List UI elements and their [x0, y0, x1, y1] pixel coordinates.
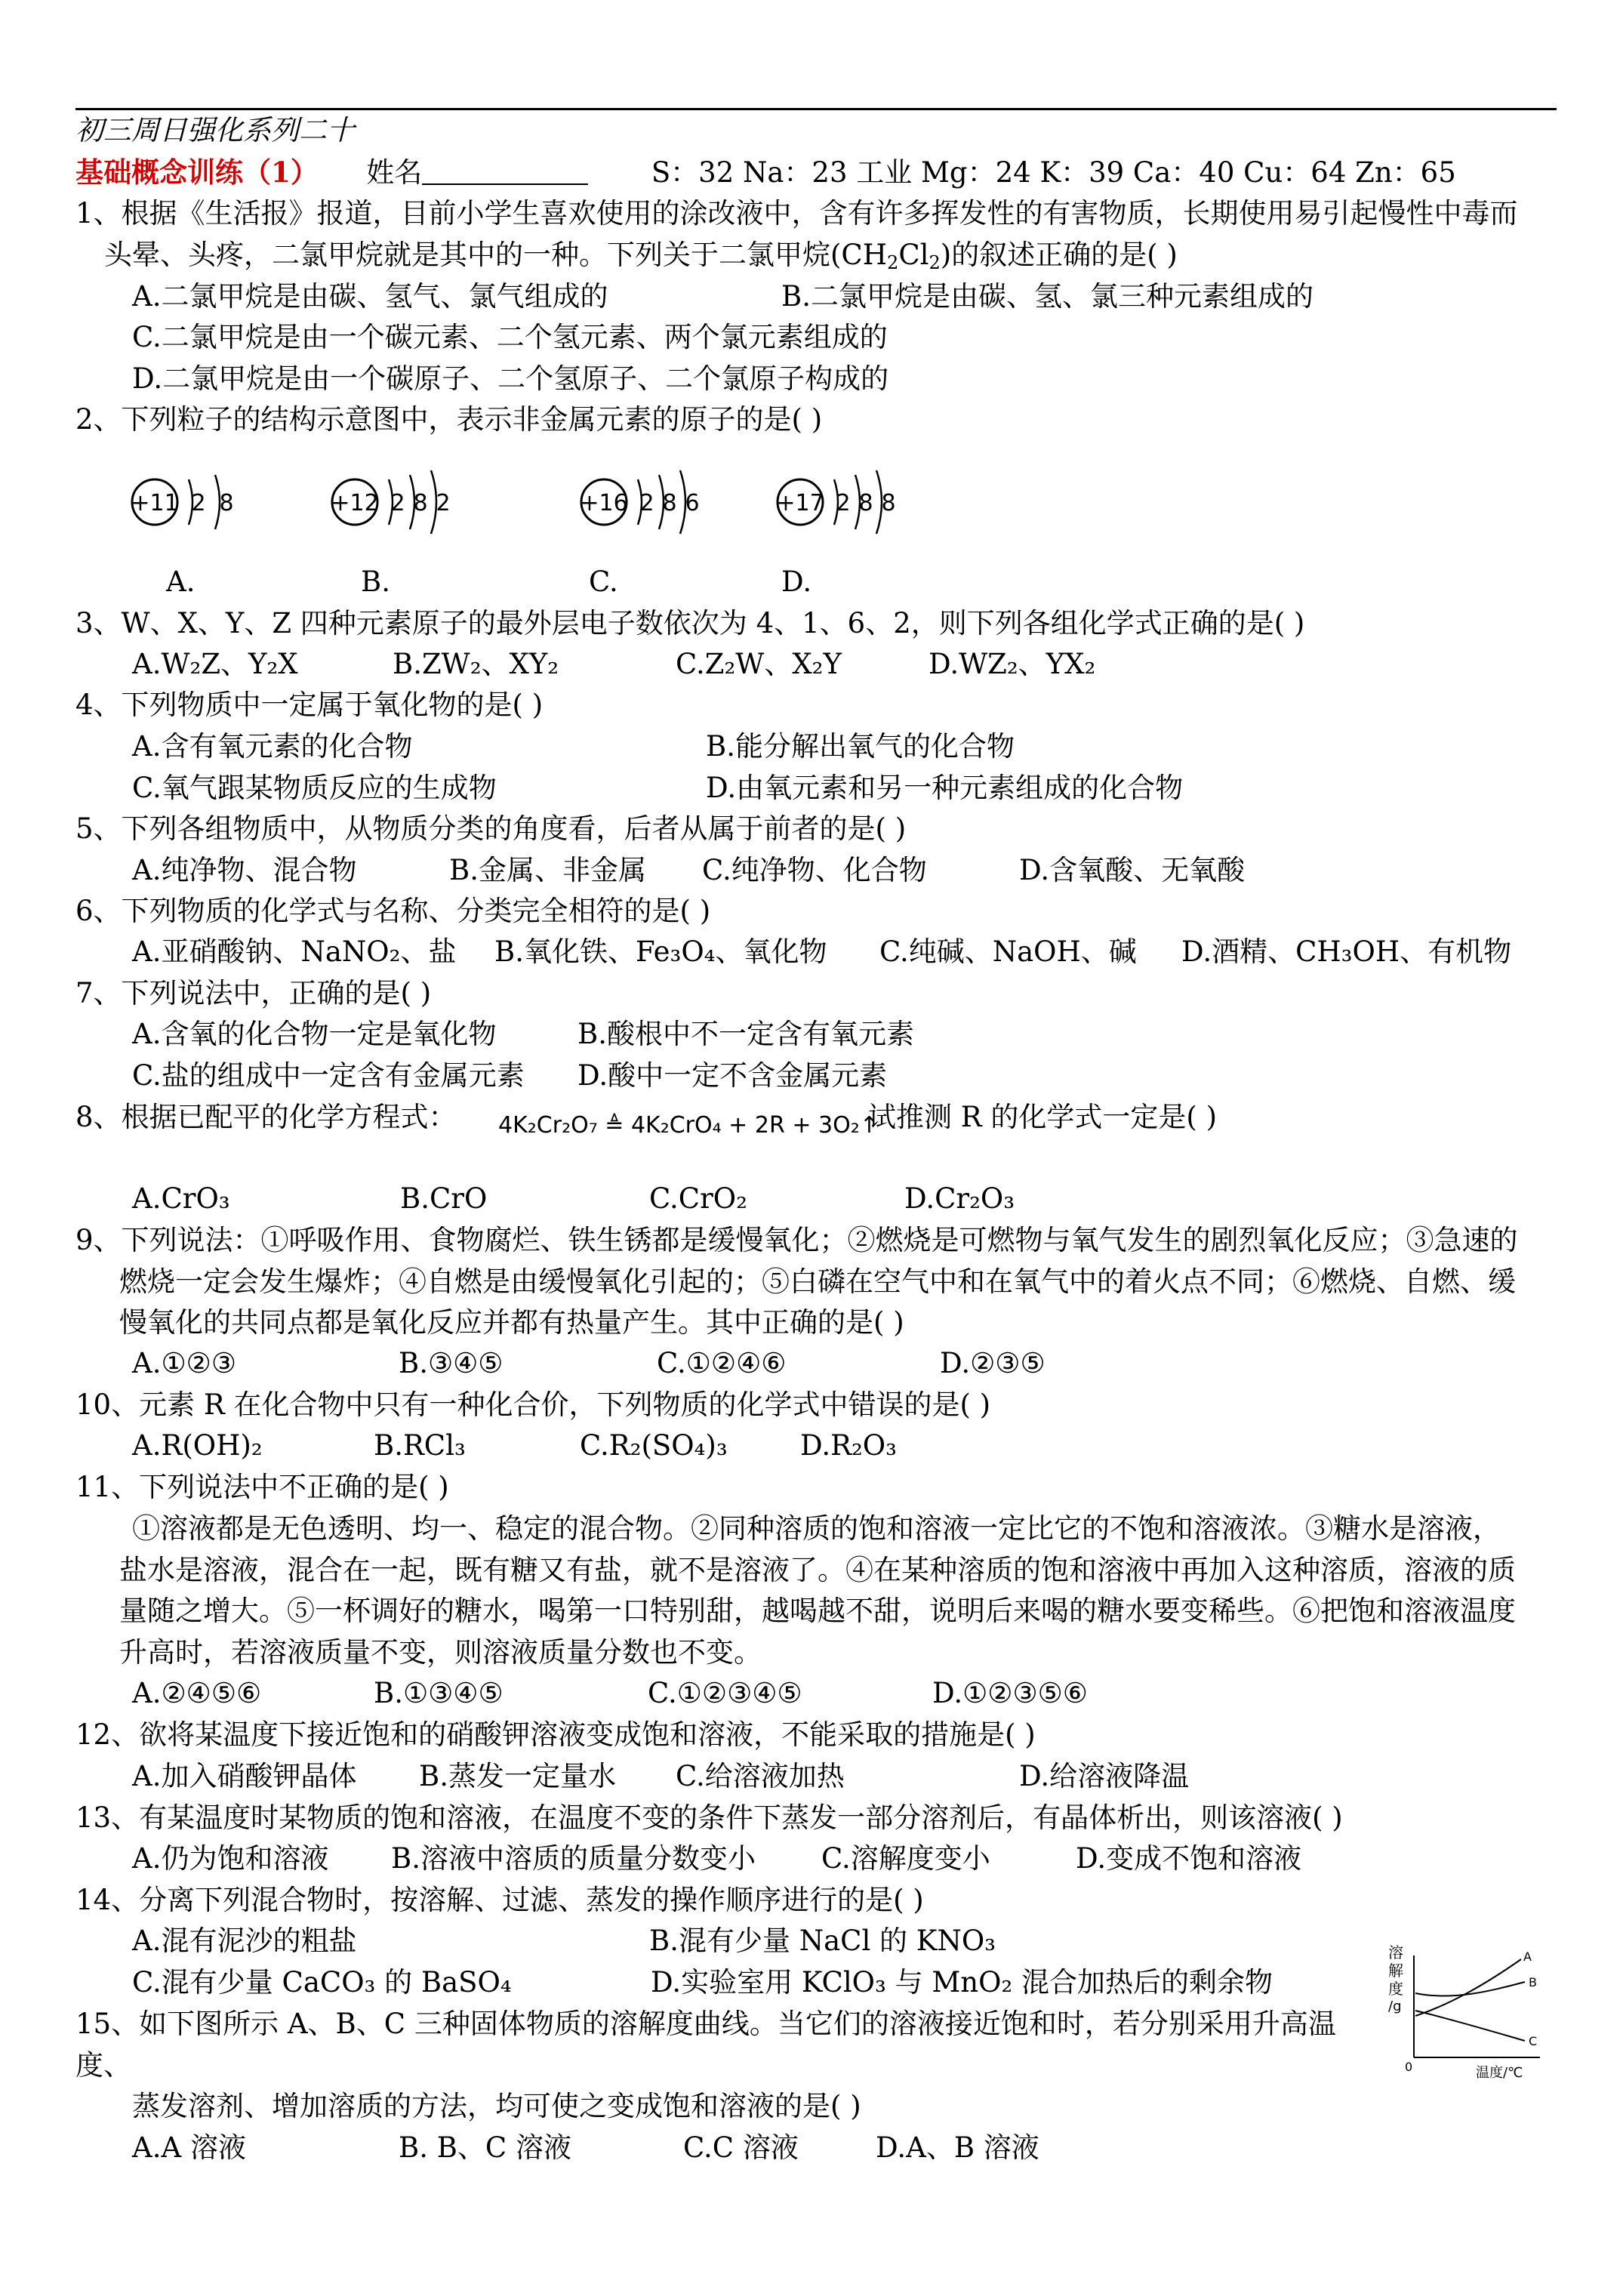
q4-option-c: C.氧气跟某物质反应的生成物: [132, 772, 497, 804]
q3-option-d: D.WZ₂、YX₂: [929, 648, 1096, 680]
q7-option-b: B.酸根中不一定含有氧元素: [577, 1018, 914, 1050]
q15-option-c: C.C 溶液: [683, 2131, 799, 2164]
nucleus-charge: +16: [580, 490, 628, 516]
q12-stem: 12、欲将某温度下接近饱和的硝酸钾溶液变成饱和溶液，不能采取的措施是( ): [75, 1718, 1036, 1751]
q7-option-d: D.酸中一定不含金属元素: [577, 1059, 888, 1092]
shell-count: 8: [413, 490, 428, 516]
atom-diagram-a: [131, 475, 233, 529]
q10-option-c: C.R₂(SO₄)₃: [580, 1429, 728, 1462]
origin-label: 0: [1405, 2060, 1413, 2074]
q6-option-d: D.酒精、CH₃OH、有机物: [1181, 935, 1512, 968]
name-label: 姓名: [366, 156, 423, 189]
atomic-masses: S：32 Na：23 工业 Mg：24 K：39 Ca：40 Cu：64 Zn：65: [651, 156, 1456, 189]
q2-label-d: D.: [781, 566, 812, 598]
q6-option-b: B.氧化铁、Fe₃O₄、氧化物: [494, 935, 827, 968]
atom-structure-diagrams: [121, 464, 951, 547]
q3-option-c: C.Z₂W、X₂Y: [676, 648, 842, 680]
shell-count: 2: [639, 490, 654, 516]
q11-line-2: 盐水是溶液，混合在一起，既有糖又有盐，就不是溶液了。④在某种溶质的饱和溶液中再加入这种溶质，溶液的质: [119, 1554, 1516, 1586]
q7-option-c: C.盐的组成中一定含有金属元素: [132, 1059, 525, 1092]
shell-count: 6: [685, 490, 700, 516]
q11-option-b: B.①③④⑤: [374, 1677, 504, 1709]
q15-option-d: D.A、B 溶液: [876, 2131, 1039, 2164]
q4-stem: 4、下列物质中一定属于氧化物的是( ): [75, 689, 544, 721]
q8-option-c: C.CrO₂: [649, 1182, 747, 1215]
q8-option-a: A.CrO₃: [132, 1182, 230, 1215]
section-title: 基础概念训练（1）: [75, 156, 319, 189]
q8-stem-tail: 试推测 R 的化学式一定是( ): [868, 1101, 1218, 1133]
q8-option-d: D.Cr₂O₃: [904, 1182, 1015, 1215]
q14-stem: 14、分离下列混合物时，按溶解、过滤、蒸发的操作顺序进行的是( ): [75, 1884, 924, 1916]
q14-option-b: B.混有少量 NaCl 的 KNO₃: [649, 1925, 996, 1957]
q5-option-d: D.含氧酸、无氧酸: [1019, 854, 1246, 886]
q14-option-a: A.混有泥沙的粗盐: [132, 1925, 357, 1957]
q9-option-c: C.①②④⑥: [657, 1347, 787, 1379]
q9-option-d: D.②③⑤: [940, 1347, 1046, 1379]
shell-count: 8: [858, 490, 873, 516]
q10-option-b: B.RCl₃: [374, 1429, 466, 1462]
nucleus-charge: +11: [131, 490, 179, 516]
q4-option-d: D.由氧元素和另一种元素组成的化合物: [706, 772, 1184, 804]
atom-diagram-d: [776, 470, 895, 534]
q11-line-4: 升高时，若溶液质量不变，则溶液质量分数也不变。: [119, 1636, 762, 1669]
q12-option-b: B.蒸发一定量水: [419, 1760, 616, 1792]
q13-option-a: A.仍为饱和溶液: [132, 1842, 329, 1875]
q1-stem-2: 头晕、头疼，二氯甲烷就是其中的一种。下列关于二氯甲烷$(CH_2Cl_2)$的叙述正确的是( ): [104, 239, 1178, 273]
shell-count: 2: [390, 490, 405, 516]
q2-label-a: A.: [166, 566, 196, 598]
q15-option-b: B. B、C 溶液: [399, 2131, 571, 2164]
shell-count: 8: [219, 490, 234, 516]
q9-line-3: 慢氧化的共同点都是氧化反应并都有热量产生。其中正确的是( ): [119, 1306, 904, 1339]
shell-count: 2: [191, 490, 206, 516]
shell-count: 8: [662, 490, 677, 516]
q11-stem: 11、下列说法中不正确的是( ): [75, 1471, 449, 1503]
q7-option-a: A.含氧的化合物一定是氧化物: [132, 1018, 497, 1050]
q11-option-d: D.①②③⑤⑥: [932, 1677, 1088, 1709]
y-axis-unit: /g: [1388, 1999, 1402, 2014]
q12-option-c: C.给溶液加热: [676, 1760, 845, 1792]
q3-stem: 3、W、X、Y、Z 四种元素原子的最外层电子数依次为 4、1、6、2，则下列各组化学式正确的是( ): [75, 607, 1305, 639]
y-axis-label: 溶: [1388, 1944, 1403, 1962]
curve-label-b: B: [1529, 1975, 1537, 1989]
q1-option-c: C.二氯甲烷是由一个碳元素、二个氢元素、两个氯元素组成的: [132, 321, 888, 353]
q12-option-a: A.加入硝酸钾晶体: [132, 1760, 357, 1792]
q11-line-3: 量随之增大。⑤一杯调好的糖水，喝第一口特别甜，越喝越不甜，说明后来喝的糖水要变稀些。⑥把饱和溶液温度: [119, 1595, 1516, 1627]
q4-option-b: B.能分解出氧气的化合物: [706, 730, 1015, 763]
q15-line-2: 度、: [75, 2049, 131, 2082]
q5-option-b: B.金属、非金属: [449, 854, 646, 886]
curve-label-c: C: [1529, 2034, 1538, 2048]
q15-line-1: 15、如下图所示 A、B、C 三种固体物质的溶解度曲线。当它们的溶液接近饱和时，若分别采用升高温: [75, 2008, 1336, 2040]
q6-option-c: C.纯碱、NaOH、碱: [879, 935, 1137, 968]
q2-label-c: C.: [589, 566, 618, 598]
q8-equation: 4K₂Cr₂O₇ ≜ 4K₂CrO₄ + 2R + 3O₂↑: [498, 1112, 879, 1139]
curve-b: [1415, 1982, 1525, 1996]
q5-stem: 5、下列各组物质中，从物质分类的角度看，后者从属于前者的是( ): [75, 812, 907, 845]
curve-c: [1415, 2011, 1525, 2041]
x-axis-label: 温度/℃: [1476, 2065, 1523, 2080]
q13-stem: 13、有某温度时某物质的饱和溶液，在温度不变的条件下蒸发一部分溶剂后，有晶体析出，则该溶液( ): [75, 1801, 1343, 1834]
q12-option-d: D.给溶液降温: [1019, 1760, 1190, 1792]
q6-stem: 6、下列物质的化学式与名称、分类完全相符的是( ): [75, 895, 711, 927]
q6-option-a: A.亚硝酸钠、NaNO₂、盐: [132, 935, 457, 968]
q1-option-b: B.二氯甲烷是由碳、氢、氯三种元素组成的: [781, 280, 1313, 313]
q10-stem: 10、元素 R 在化合物中只有一种化合价，下列物质的化学式中错误的是( ): [75, 1388, 991, 1421]
solubility-curve-graph: [1385, 1944, 1555, 2080]
y-axis-label: 度: [1388, 1980, 1403, 1998]
header-rule: [75, 108, 1557, 110]
q10-option-d: D.R₂O₃: [800, 1429, 897, 1462]
q4-option-a: A.含有氧元素的化合物: [132, 730, 413, 763]
q14-option-c: C.混有少量 CaCO₃ 的 BaSO₄: [132, 1966, 512, 1999]
q10-option-a: A.R(OH)₂: [132, 1429, 263, 1462]
q13-option-c: C.溶解度变小: [821, 1842, 990, 1875]
q3-option-b: B.ZW₂、XY₂: [393, 648, 559, 680]
q13-option-b: B.溶液中溶质的质量分数变小: [391, 1842, 756, 1875]
q9-option-a: A.①②③: [132, 1347, 236, 1379]
atom-diagram-b: [331, 470, 450, 534]
q15-option-a: A.A 溶液: [132, 2131, 246, 2164]
q8-option-b: B.CrO: [400, 1182, 488, 1215]
q11-option-c: C.①②③④⑤: [648, 1677, 802, 1709]
shell-count: 2: [436, 490, 451, 516]
q1-option-a: A.二氯甲烷是由碳、氢气、氯气组成的: [132, 280, 608, 313]
curve-label-a: A: [1523, 1949, 1532, 1964]
q5-option-c: C.纯净物、化合物: [702, 854, 927, 886]
q9-line-2: 燃烧一定会发生爆炸；④自燃是由缓慢氧化引起的；⑤白磷在空气中和在氧气中的着火点不同；⑥燃烧、自燃、缓: [119, 1265, 1516, 1298]
name-blank[interactable]: [422, 158, 588, 185]
series-title: 初三周日强化系列二十: [75, 114, 355, 146]
q1-stem-1: 1、根据《生活报》报道，目前小学生喜欢使用的涂改液中，含有许多挥发性的有害物质，长期使用易引起慢性中毒而: [75, 197, 1518, 230]
shell-count: 8: [881, 490, 896, 516]
q2-label-b: B.: [361, 566, 390, 598]
q7-stem: 7、下列说法中，正确的是( ): [75, 977, 432, 1009]
atom-diagram-c: [580, 470, 699, 534]
shell-count: 2: [836, 490, 851, 516]
q2-stem: 2、下列粒子的结构示意图中，表示非金属元素的原子的是( ): [75, 403, 823, 436]
q9-line-1: 9、下列说法：①呼吸作用、食物腐烂、铁生锈都是缓慢氧化；②燃烧是可燃物与氧气发生的剧烈氧化反应；③急速的: [75, 1224, 1518, 1256]
q3-option-a: A.W₂Z、Y₂X: [132, 648, 298, 680]
q9-option-b: B.③④⑤: [399, 1347, 504, 1379]
header-line: [75, 155, 1456, 190]
nucleus-charge: +17: [776, 490, 824, 516]
nucleus-charge: +12: [331, 490, 379, 516]
q1-option-d: D.二氯甲烷是由一个碳原子、二个氢原子、二个氯原子构成的: [132, 362, 889, 395]
q11-line-1: ①溶液都是无色透明、均一、稳定的混合物。②同种溶质的饱和溶液一定比它的不饱和溶液浓。③糖水是溶液，: [132, 1512, 1501, 1545]
q13-option-d: D.变成不饱和溶液: [1076, 1842, 1302, 1875]
y-axis-label: 解: [1388, 1962, 1403, 1980]
q8-stem: 8、根据已配平的化学方程式：: [75, 1101, 457, 1133]
q11-option-a: A.②④⑤⑥: [132, 1677, 262, 1709]
q5-option-a: A.纯净物、混合物: [132, 854, 357, 886]
q14-option-d: D.实验室用 KClO₃ 与 MnO₂ 混合加热后的剩余物: [651, 1966, 1273, 1999]
q15-line-3: 蒸发溶剂、增加溶质的方法，均可使之变成饱和溶液的是( ): [132, 2090, 861, 2122]
